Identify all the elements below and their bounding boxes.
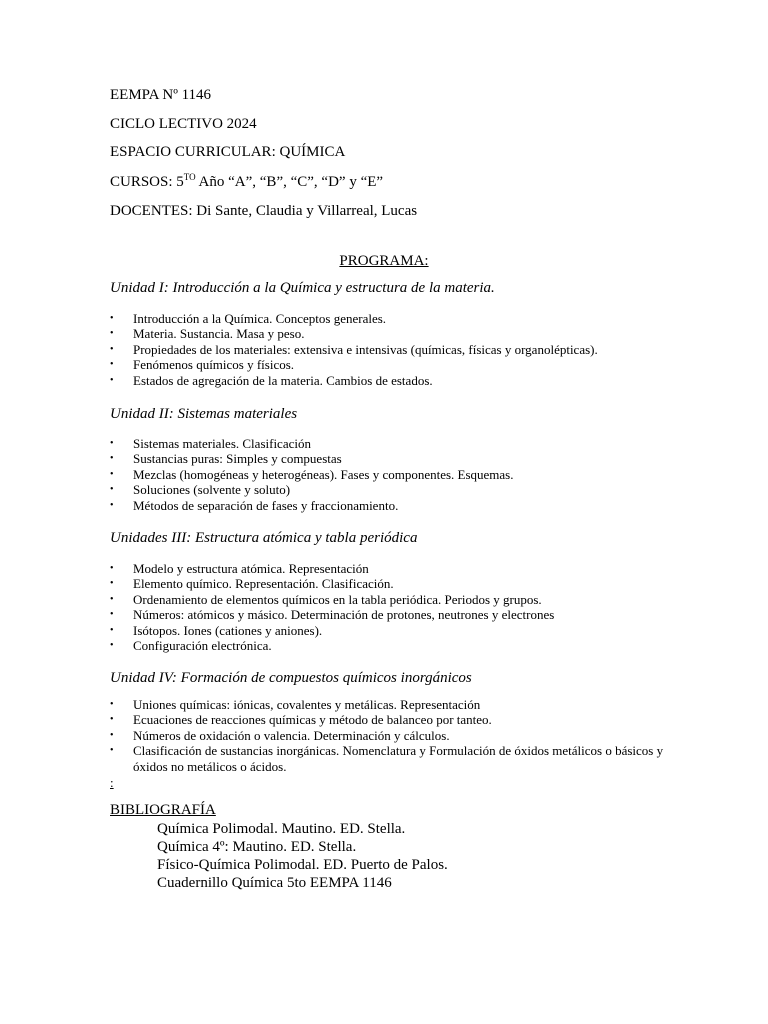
list-item: • Sistemas materiales. Clasificación bbox=[110, 436, 311, 451]
unit-1-title: Unidad I: Introducción a la Química y estructura de la materia. bbox=[110, 280, 495, 296]
courses-superscript: TO bbox=[183, 172, 196, 182]
bibliography-list bbox=[157, 820, 448, 892]
bullet-icon: • bbox=[110, 453, 114, 465]
unit-2-title: Unidad II: Sistemas materiales bbox=[110, 406, 298, 422]
bullet-icon: • bbox=[110, 359, 114, 371]
bullet-icon: • bbox=[110, 593, 114, 605]
bullet-icon: • bbox=[110, 578, 114, 590]
list-item: • Números de oxidación o valencia. Determinación y cálculos. bbox=[110, 727, 450, 743]
bullet-icon: • bbox=[110, 729, 114, 741]
list-item: • Métodos de separación de fases y fraccionamiento. bbox=[110, 497, 399, 513]
list-item: • Introducción a la Química. Conceptos generales. bbox=[110, 311, 387, 326]
bullet-icon: • bbox=[110, 328, 114, 340]
bullet-icon: • bbox=[110, 563, 114, 574]
list-item: • Configuración electrónica. bbox=[110, 638, 272, 654]
list-item: • Soluciones (solvente y soluto) bbox=[110, 482, 291, 498]
unit-4-list bbox=[110, 697, 690, 774]
list-item: • Fenómenos químicos y físicos. bbox=[110, 357, 295, 373]
list-item: • Isótopos. Iones (cationes y aniones). bbox=[110, 622, 323, 638]
list-item: • Elemento químico. Representación. Clasificación. bbox=[110, 576, 394, 592]
bullet-icon: • bbox=[110, 499, 114, 511]
courses-line bbox=[110, 173, 383, 191]
list-item: • Ecuaciones de reacciones químicas y método de balanceo por tanteo. bbox=[110, 712, 492, 728]
program-title: PROGRAMA: bbox=[339, 253, 429, 269]
unit-3-list bbox=[110, 561, 690, 653]
stray-colon: : bbox=[110, 775, 114, 790]
bullet-icon: • bbox=[110, 640, 114, 652]
list-item: • Sustancias puras: Simples y compuestas bbox=[110, 451, 342, 467]
bullet-icon: • bbox=[110, 624, 114, 636]
list-item: • Ordenamiento de elementos químicos en la tabla periódica. Periodos y grupos. bbox=[110, 591, 542, 607]
school-name: EEMPA Nº 1146 bbox=[110, 87, 212, 103]
bibliography-entry: Cuadernillo Química 5to EEMPA 1146 bbox=[157, 875, 392, 891]
bibliography-entry: Físico-Química Polimodal. ED. Puerto de Palos. bbox=[157, 857, 448, 873]
list-item: • Materia. Sustancia. Masa y peso. bbox=[110, 326, 305, 342]
bibliography-entry: Química 4º: Mautino. ED. Stella. bbox=[157, 839, 357, 855]
unit-4-title: Unidad IV: Formación de compuestos químicos inorgánicos bbox=[110, 670, 472, 686]
bullet-icon: • bbox=[110, 313, 114, 324]
bullet-icon: • bbox=[110, 699, 114, 710]
bullet-icon: • bbox=[110, 745, 114, 757]
subject-line: ESPACIO CURRICULAR: QUÍMICA bbox=[110, 144, 346, 160]
bullet-icon: • bbox=[110, 468, 114, 480]
list-item: • Números: atómicos y másico. Determinación de protones, neutrones y electrones bbox=[110, 607, 555, 623]
unit-1-list bbox=[110, 311, 690, 388]
bullet-icon: • bbox=[110, 714, 114, 726]
unit-2-list bbox=[110, 436, 690, 513]
courses-prefix: CURSOS: 5 bbox=[110, 174, 184, 190]
bibliography-entry: Química Polimodal. Mautino. ED. Stella. bbox=[157, 821, 406, 837]
school-year: CICLO LECTIVO 2024 bbox=[110, 116, 257, 132]
bullet-icon: • bbox=[110, 438, 114, 449]
list-item: • Propiedades de los materiales: extensiva e intensivas (químicas, físicas y organolépticas). bbox=[110, 341, 598, 357]
bullet-icon: • bbox=[110, 374, 114, 386]
list-item: • Uniones químicas: iónicas, covalentes y metálicas. Representación bbox=[110, 697, 481, 712]
teachers-line: DOCENTES: Di Sante, Claudia y Villarreal, Lucas bbox=[110, 203, 418, 219]
bibliography-title: BIBLIOGRAFÍA bbox=[110, 802, 216, 818]
list-item: • Estados de agregación de la materia. Cambios de estados. bbox=[110, 372, 433, 388]
bullet-icon: • bbox=[110, 484, 114, 496]
courses-suffix: Año “A”, “B”, “C”, “D” y “E” bbox=[195, 174, 384, 190]
list-item: • Modelo y estructura atómica. Representación bbox=[110, 561, 369, 576]
bullet-icon: • bbox=[110, 609, 114, 621]
list-item: • Mezclas (homogéneas y heterogéneas). Fases y componentes. Esquemas. bbox=[110, 466, 514, 482]
unit-3-title: Unidades III: Estructura atómica y tabla periódica bbox=[110, 530, 418, 546]
bullet-icon: • bbox=[110, 343, 114, 355]
list-item: • Clasificación de sustancias inorgánicas. Nomenclatura y Formulación de óxidos metálicos o básicos y óxidos no metálicos o ácidos. bbox=[110, 743, 664, 774]
